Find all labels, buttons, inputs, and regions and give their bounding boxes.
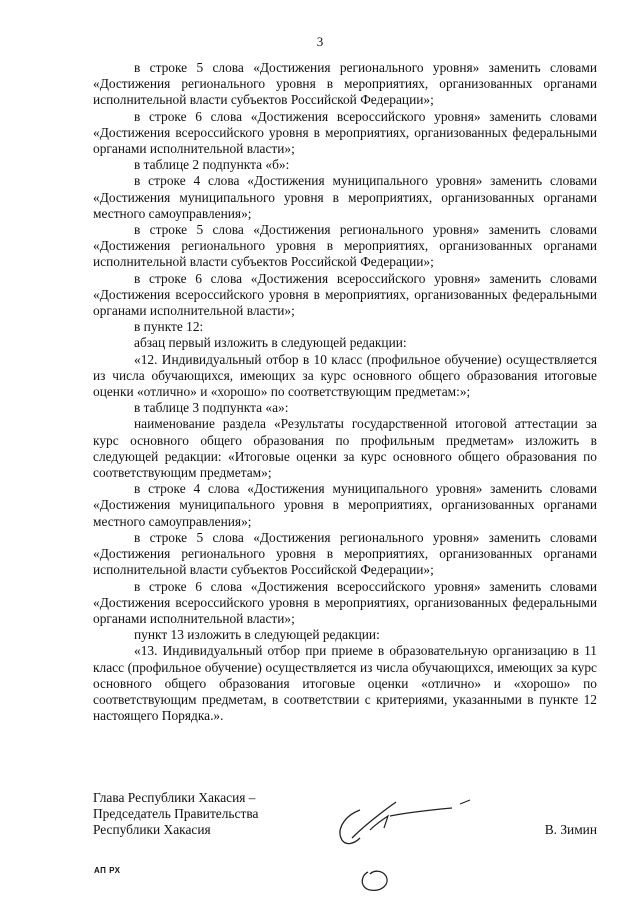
paragraph: в строке 6 слова «Достижения всероссийского уровня» заменить словами «Достижения всероссийского уровня в мероприятиях, организованных федеральными органами исполнительной власти»;	[93, 108, 597, 157]
paragraph: в таблице 3 подпункта «а»:	[134, 400, 289, 416]
paragraph: в таблице 2 подпункта «б»:	[134, 157, 290, 173]
footer-code: АП РХ	[94, 866, 121, 875]
document-body	[93, 60, 597, 724]
paragraph: «13. Индивидуальный отбор при приеме в образовательную организацию в 11 класс (профильное обучение) осуществляется из числа обучающихся, имеющих за курс основного общего образования итоговые оценки «отлично» и «хорошо» по соответствующим предметам, в соответствии с критериями, указанными в пункте 12 настоящего Порядка.».	[93, 643, 597, 724]
paragraph: «12. Индивидуальный отбор в 10 класс (профильное обучение) осуществляется из числа обучающихся, имеющих за курс основного общего образования итоговые оценки «отлично» и «хорошо» по соответствующим предметам:»;	[93, 351, 597, 400]
paragraph: в строке 5 слова «Достижения регионального уровня» заменить словами «Достижения регионального уровня в мероприятиях, организованных органами исполнительной власти субъектов Российской Федерации»;	[93, 60, 597, 108]
paragraph: абзац первый изложить в следующей редакции:	[134, 335, 407, 351]
signatory-title-line: Председатель Правительства	[93, 806, 259, 822]
signatory-title-line: Республики Хакасия	[93, 822, 211, 838]
signatory-title	[93, 790, 258, 839]
paragraph: в строке 6 слова «Достижения всероссийского уровня» заменить словами «Достижения всероссийского уровня в мероприятиях, организованных федеральными органами исполнительной власти»;	[93, 578, 597, 626]
signatory-name: В. Зимин	[544, 822, 597, 837]
paragraph: наименование раздела «Результаты государственной итоговой аттестации за курс основного общего образования по профильным предметам» изложить в следующей редакции: «Итоговые оценки за курс основного общего образования по соответствующим предметам»;	[93, 416, 597, 481]
paragraph: в строке 6 слова «Достижения всероссийского уровня» заменить словами «Достижения всероссийского уровня в мероприятиях, организованных федеральными органами исполнительной власти»;	[93, 270, 597, 319]
paragraph: в строке 4 слова «Достижения муниципального уровня» заменить словами «Достижения муниципального уровня в мероприятиях, организованных органами местного самоуправления»;	[93, 173, 597, 221]
handwritten-mark	[358, 866, 394, 894]
paragraph: в строке 4 слова «Достижения муниципального уровня» заменить словами «Достижения муниципального уровня в мероприятиях, организованных органами местного самоуправления»;	[93, 481, 597, 529]
handwritten-signature	[330, 794, 480, 854]
signatory-title-line: Глава Республики Хакасия –	[93, 790, 256, 805]
page-number: 3	[316, 34, 324, 49]
paragraph: в строке 5 слова «Достижения регионального уровня» заменить словами «Достижения регионального уровня в мероприятиях, организованных органами исполнительной власти субъектов Российской Федерации»;	[93, 222, 597, 270]
paragraph: в строке 5 слова «Достижения регионального уровня» заменить словами «Достижения регионального уровня в мероприятиях, организованных органами исполнительной власти субъектов Российской Федерации»;	[93, 529, 597, 578]
paragraph: пункт 13 изложить в следующей редакции:	[134, 627, 380, 643]
paragraph: в пункте 12:	[134, 319, 204, 335]
